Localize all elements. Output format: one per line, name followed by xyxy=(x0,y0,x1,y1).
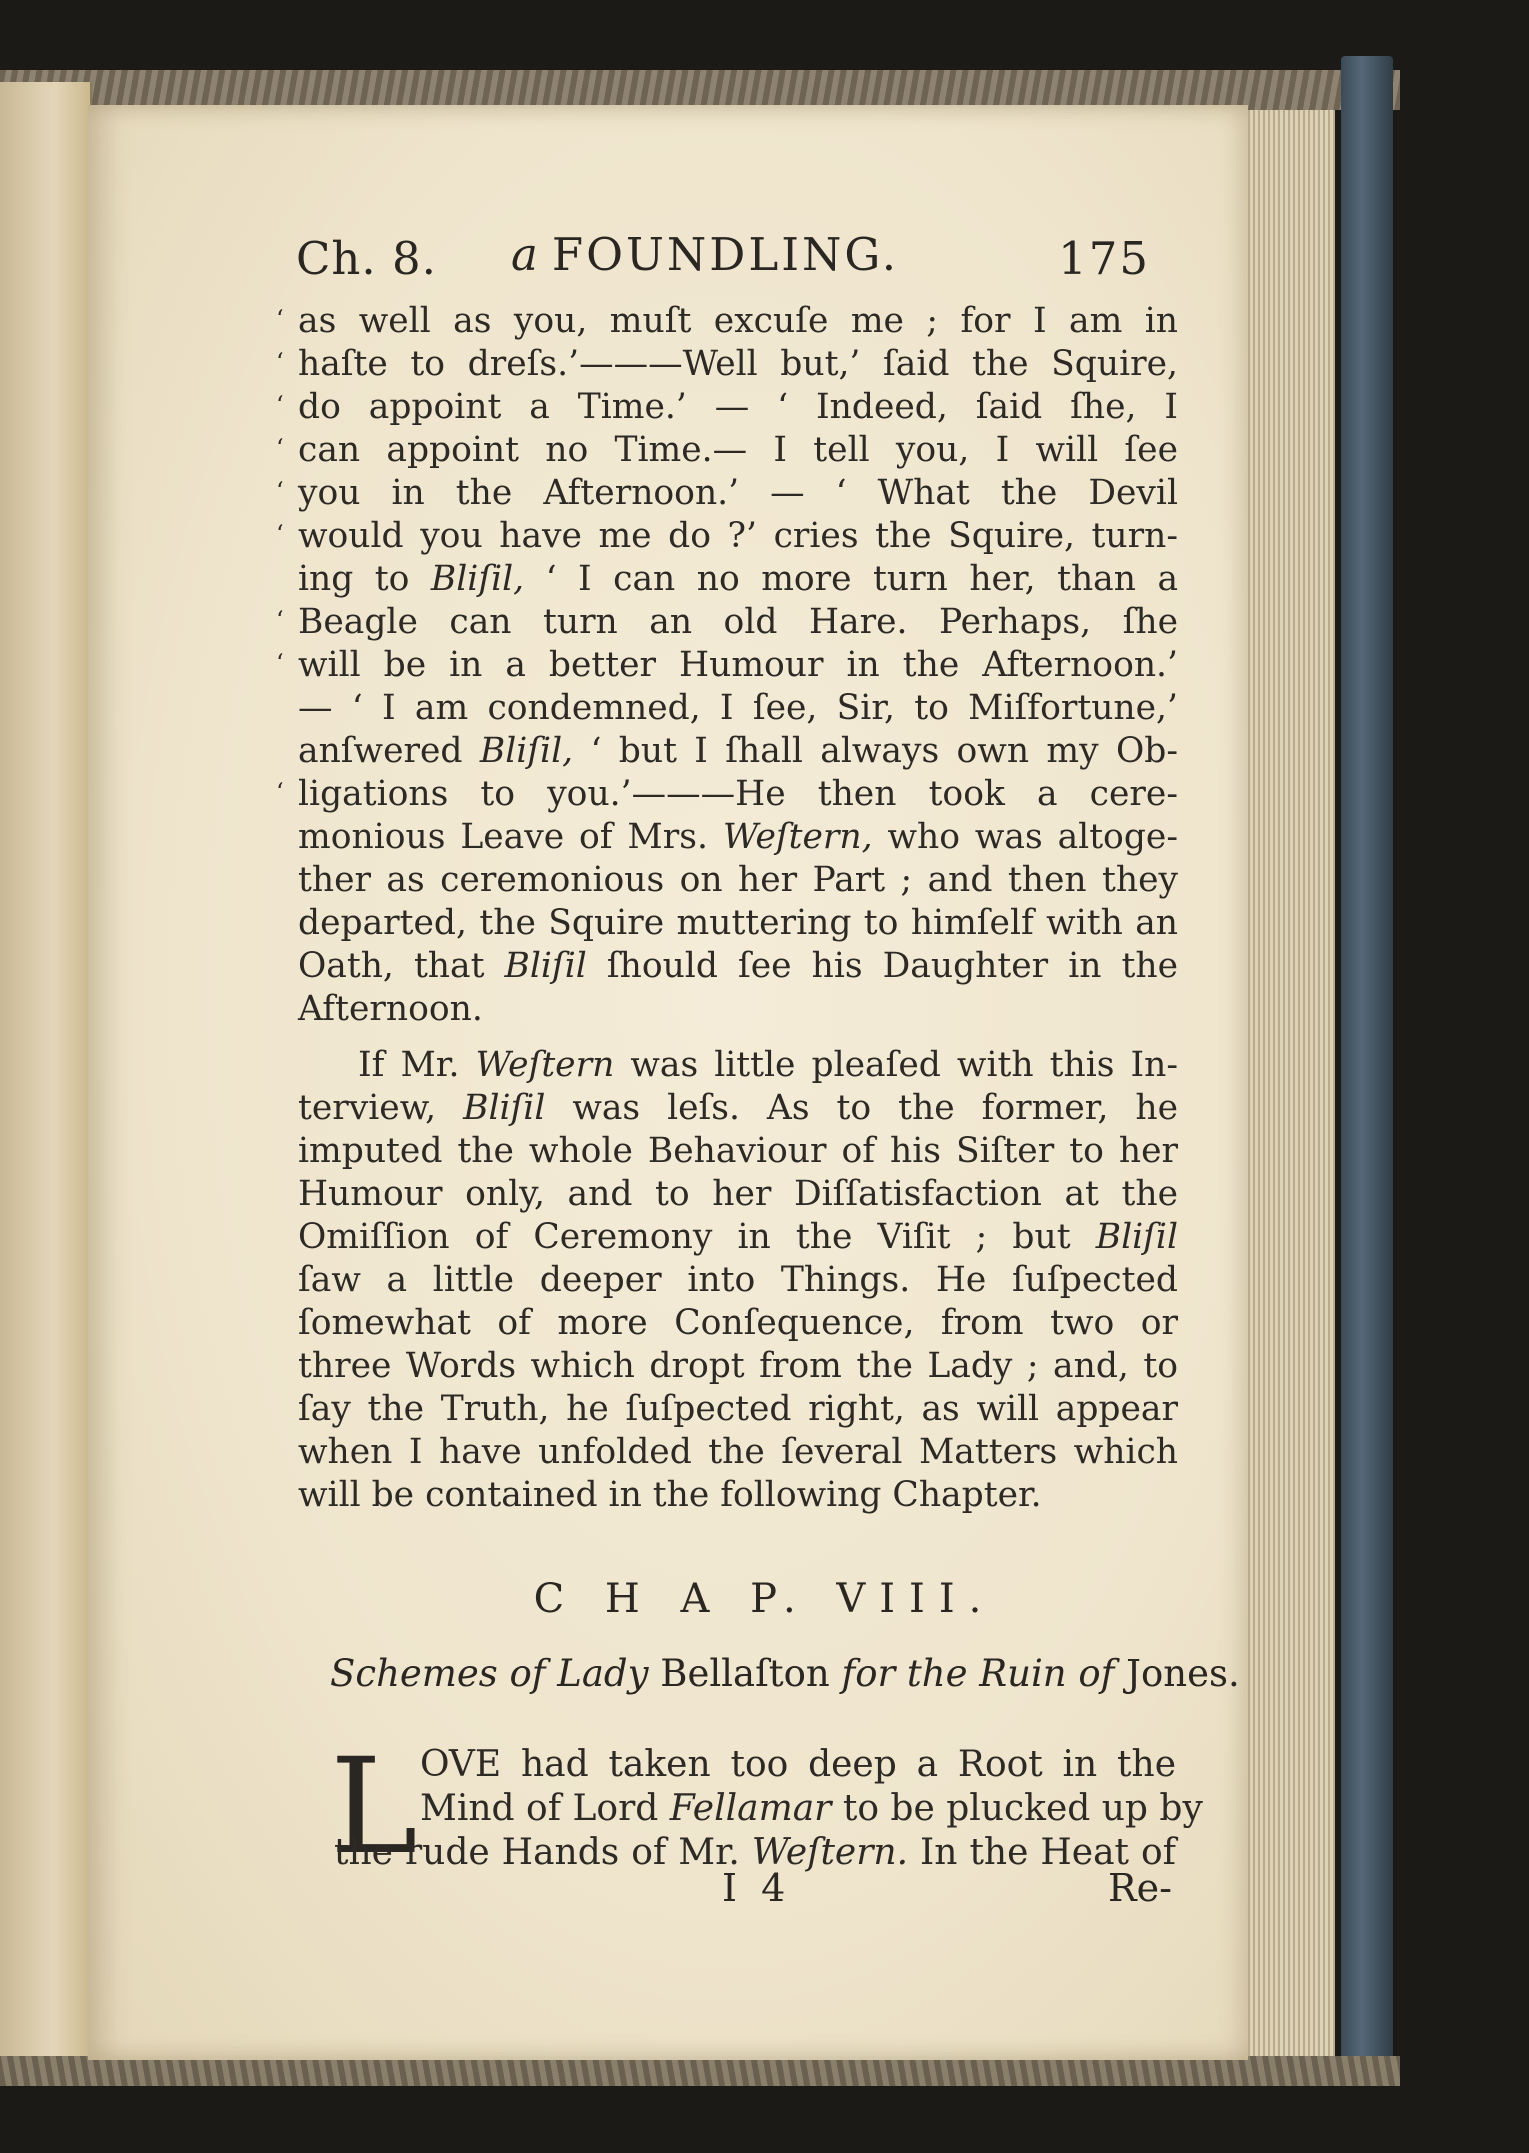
paragraph-2 xyxy=(298,1044,1178,1517)
text-line: when I have unfolded the ſeveral Matters which xyxy=(298,1432,1178,1472)
italic-name: Bliſil, xyxy=(430,559,525,599)
page-edges xyxy=(1245,110,1335,2070)
title-word: FOUNDLING. xyxy=(551,228,900,281)
text-line: departed, the Squire muttering to himſelf with an xyxy=(298,903,1178,943)
binding-top-edge xyxy=(0,70,1400,110)
text-line: ther as ceremonious on her Part ; and then they xyxy=(298,860,1178,900)
italic-name: Bliſil xyxy=(1095,1217,1178,1257)
text-line: ‘ would you have me do ?’ cries the Squire, turn- xyxy=(276,516,1178,556)
text-line: three Words which dropt from the Lady ; and, to xyxy=(298,1346,1178,1386)
italic-name: Fellamar xyxy=(669,1788,832,1829)
catchword: Re- xyxy=(1108,1866,1172,1910)
text-line: imputed the whole Behaviour of his Siſter to her xyxy=(298,1131,1178,1171)
text-line: If Mr. Weſtern was little pleaſed with this In- xyxy=(358,1045,1178,1085)
text-line: will be contained in the following Chapter. xyxy=(298,1475,1042,1515)
text-line: ‘ will be in a better Humour in the Afternoon.’ xyxy=(276,645,1178,685)
text-line: ‘ do appoint a Time.’ — ‘ Indeed, ſaid ſhe, I xyxy=(276,387,1178,427)
text-line: ‘ haſte to dreſs.’———Well but,’ ſaid the Squire, xyxy=(276,344,1178,384)
page-number: 175 xyxy=(1058,232,1150,285)
chapter-subtitle: Schemes of Lady Bellaſton for the Ruin of Jones. xyxy=(330,1652,1240,1695)
title-article: a xyxy=(511,228,538,281)
text-line: ‘ can appoint no Time.— I tell you, I will ſee xyxy=(276,430,1178,470)
italic-name: Bliſil xyxy=(463,1088,546,1128)
text-line: Mind of Lord Fellamar to be plucked up by xyxy=(420,1788,1203,1829)
text-line: ſay the Truth, he ſuſpected right, as will appear xyxy=(298,1389,1178,1429)
text-line: Humour only, and to her Diſſatisfaction at the xyxy=(298,1174,1178,1214)
text-line: — ‘ I am condemned, I ſee, Sir, to Miſfortune,’ xyxy=(298,688,1178,728)
italic-name: Weſtern, xyxy=(722,817,873,857)
chapter-ref: Ch. 8. xyxy=(296,232,437,285)
signature-mark: I 4 xyxy=(722,1866,792,1910)
text-line: OVE had taken too deep a Root in the xyxy=(420,1744,1176,1785)
running-title xyxy=(511,228,899,281)
facing-page-edge xyxy=(0,82,92,2072)
text-line: terview, Bliſil was leſs. As to the former, he xyxy=(298,1088,1179,1128)
binding-bottom-edge xyxy=(0,2056,1400,2086)
text-line: ing to Bliſil, ‘ I can no more turn her, than a xyxy=(298,559,1179,599)
text-line: the rude Hands of Mr. Weſtern. In the Heat of xyxy=(334,1832,1176,1873)
text-line: Afternoon. xyxy=(298,989,483,1029)
running-header xyxy=(296,228,1150,292)
chapter-heading: C H A P. VIII. xyxy=(533,1576,996,1622)
italic-name: Bliſil xyxy=(504,946,587,986)
book-cover-edge xyxy=(1341,56,1393,2086)
text-line: ſaw a little deeper into Things. He ſuſpected xyxy=(298,1260,1178,1300)
text-line: ſomewhat of more Conſequence, from two or xyxy=(298,1303,1178,1343)
chapter-paragraph xyxy=(334,1743,1203,1875)
text-line: ‘ ligations to you.’———He then took a cere- xyxy=(276,774,1178,814)
drop-capital: L xyxy=(330,1730,418,1884)
text-line: ‘ Beagle can turn an old Hare. Perhaps, ſhe xyxy=(276,602,1178,642)
text-line: Oath, that Bliſil ſhould ſee his Daughter in the xyxy=(298,946,1178,986)
paragraph-1 xyxy=(276,300,1179,1031)
text-line: monious Leave of Mrs. Weſtern, who was altoge- xyxy=(298,817,1178,857)
text-line: ‘ you in the Afternoon.’ — ‘ What the Devil xyxy=(276,473,1178,513)
italic-name: Bliſil, xyxy=(479,731,574,771)
text-line: ‘ as well as you, muſt excuſe me ; for I am in xyxy=(276,301,1178,341)
italic-name: Weſtern xyxy=(475,1045,615,1085)
italic-name: Weſtern. xyxy=(751,1832,909,1873)
text-line: anſwered Bliſil, ‘ but I ſhall always own my Ob- xyxy=(298,731,1178,771)
text-line: Omiſſion of Ceremony in the Viſit ; but Bliſil xyxy=(298,1217,1178,1257)
